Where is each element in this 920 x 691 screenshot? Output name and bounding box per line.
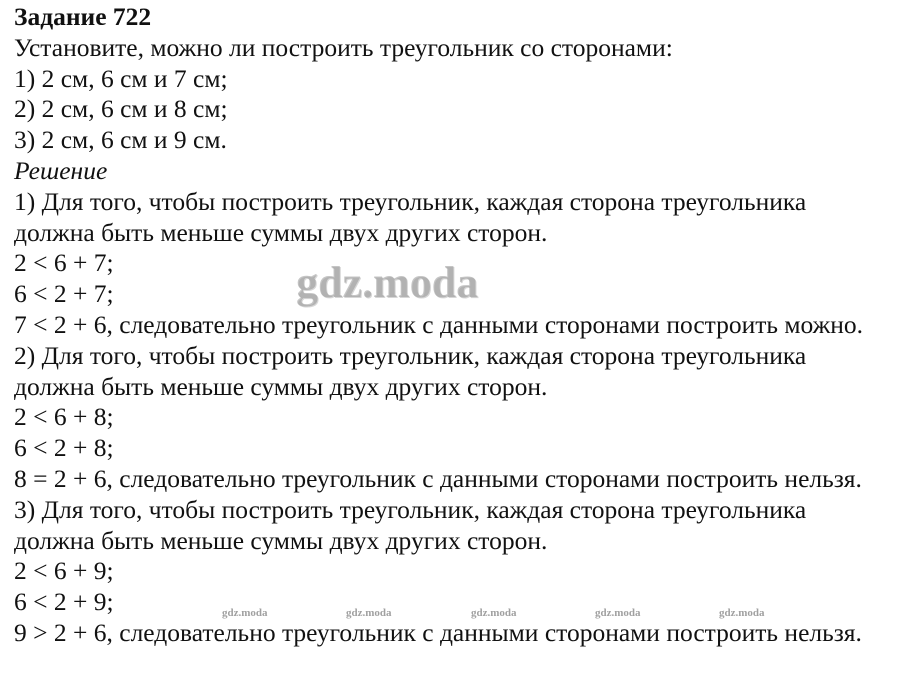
option-1: 1) 2 см, 6 см и 7 см;	[14, 63, 228, 93]
watermark-small: gdz.moda	[471, 607, 517, 619]
solution-line: должна быть меньше суммы двух других сторон.	[14, 217, 548, 247]
option-3: 3) 2 см, 6 см и 9 см.	[14, 125, 227, 155]
task-title: Задание 722	[14, 2, 152, 31]
solution-line: 9 > 2 + 6, следовательно треугольник с данными сторонами построить нельзя.	[14, 617, 862, 647]
solution-line: 6 < 2 + 7;	[14, 279, 114, 309]
watermark-small: gdz.moda	[346, 607, 392, 619]
solution-line: 8 = 2 + 6, следовательно треугольник с данными сторонами построить нельзя.	[14, 463, 862, 493]
solution-line: 6 < 2 + 8;	[14, 433, 114, 463]
solution-line: 2 < 6 + 8;	[14, 402, 114, 432]
solution-line: 7 < 2 + 6, следовательно треугольник с данными сторонами построить можно.	[14, 309, 864, 339]
watermark-small: gdz.moda	[222, 607, 268, 619]
solution-line: 2 < 6 + 9;	[14, 556, 114, 586]
watermark-small: gdz.moda	[595, 607, 641, 619]
solution-line: должна быть меньше суммы двух других сторон.	[14, 371, 548, 401]
solution-line: 1) Для того, чтобы построить треугольник, каждая сторона треугольника	[14, 186, 807, 216]
watermark-large: gdz.moda	[296, 258, 479, 307]
document	[14, 2, 914, 649]
watermark-small: gdz.moda	[719, 607, 765, 619]
question-text: Установите, можно ли построить треугольник со сторонами:	[14, 32, 673, 62]
option-2: 2) 2 см, 6 см и 8 см;	[14, 94, 228, 124]
solution-line: 2) Для того, чтобы построить треугольник, каждая сторона треугольника	[14, 340, 807, 370]
solution-line: 3) Для того, чтобы построить треугольник, каждая сторона треугольника	[14, 494, 807, 524]
solution-line: должна быть меньше суммы двух других сторон.	[14, 525, 548, 555]
solution-line: 6 < 2 + 9;	[14, 587, 114, 617]
solution-heading: Решение	[14, 155, 108, 185]
solution-line: 2 < 6 + 7;	[14, 248, 114, 278]
